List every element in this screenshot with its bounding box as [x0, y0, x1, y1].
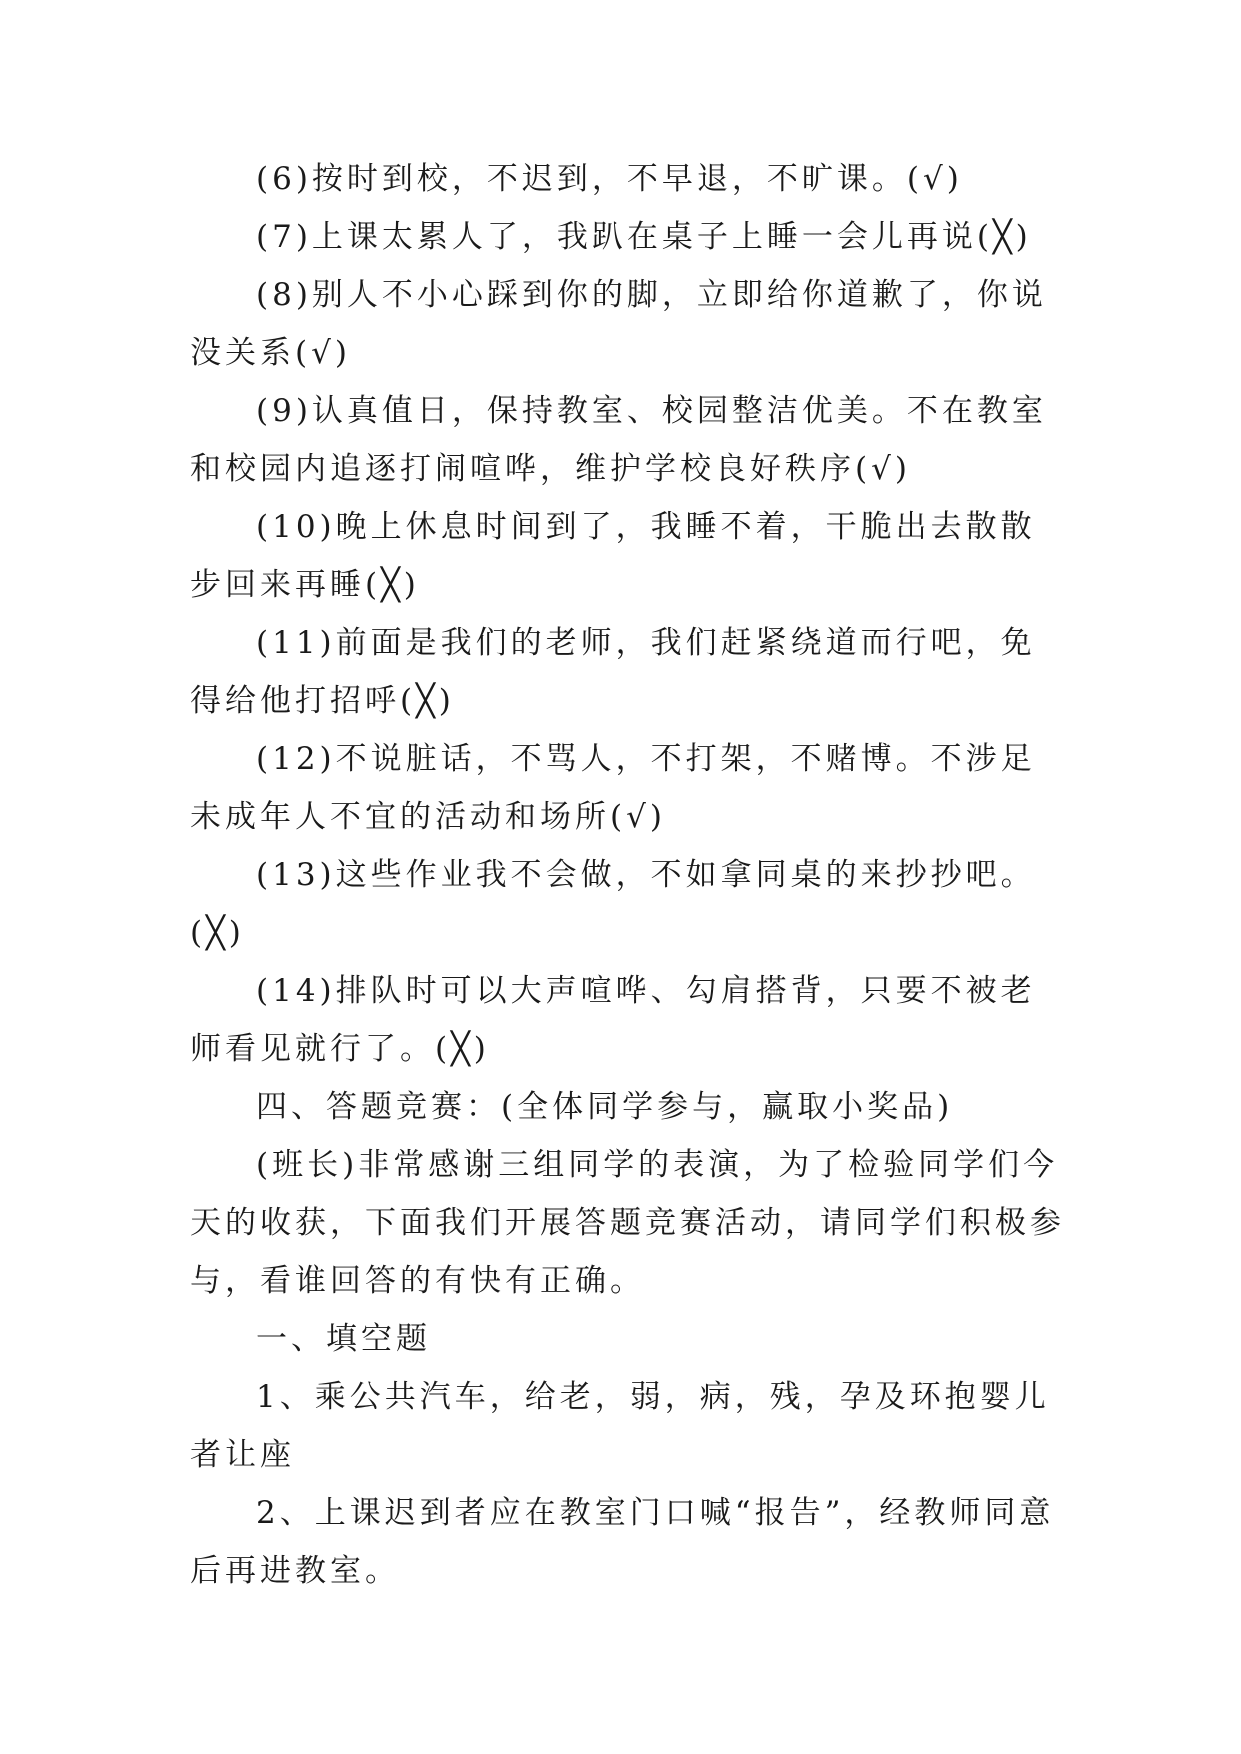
- paragraph-item-6: (6)按时到校，不迟到，不早退，不旷课。(√): [256, 161, 963, 197]
- paragraph-item-10: (10)晚上休息时间到了，我睡不着，干脆出去散散步回来再睡(╳): [190, 509, 1036, 603]
- question-1: 1、乘公共汽车，给老，弱，病，残，孕及环抱婴儿者让座: [190, 1379, 1050, 1473]
- section-heading-fill-blank: 一、填空题: [256, 1321, 431, 1357]
- paragraph-item-12: (12)不说脏话，不骂人，不打架，不赌博。不涉足未成年人不宜的活动和场所(√): [190, 741, 1036, 835]
- document-body: [190, 150, 1070, 1600]
- paragraph-item-13: (13)这些作业我不会做，不如拿同桌的来抄抄吧。(╳): [190, 857, 1036, 951]
- paragraph-item-9: (9)认真值日，保持教室、校园整洁优美。不在教室和校园内追逐打闹喧哗，维护学校良好秩序(√): [190, 393, 1047, 487]
- question-2: 2、上课迟到者应在教室门口喊“报告”，经教师同意后再进教室。: [190, 1495, 1055, 1589]
- paragraph-item-7: (7)上课太累人了，我趴在桌子上睡一会儿再说(╳): [256, 219, 1032, 255]
- paragraph-item-11: (11)前面是我们的老师，我们赶紧绕道而行吧，免得给他打招呼(╳): [190, 625, 1036, 719]
- section-heading-quiz: 四、答题竞赛：(全体同学参与，赢取小奖品): [256, 1089, 954, 1125]
- paragraph-item-14: (14)排队时可以大声喧哗、勾肩搭背，只要不被老师看见就行了。(╳): [190, 973, 1036, 1067]
- monitor-speech: (班长)非常感谢三组同学的表演，为了检验同学们今天的收获，下面我们开展答题竞赛活动，请同学们积极参与，看谁回答的有快有正确。: [190, 1147, 1065, 1299]
- paragraph-item-8: (8)别人不小心踩到你的脚，立即给你道歉了，你说没关系(√): [190, 277, 1047, 371]
